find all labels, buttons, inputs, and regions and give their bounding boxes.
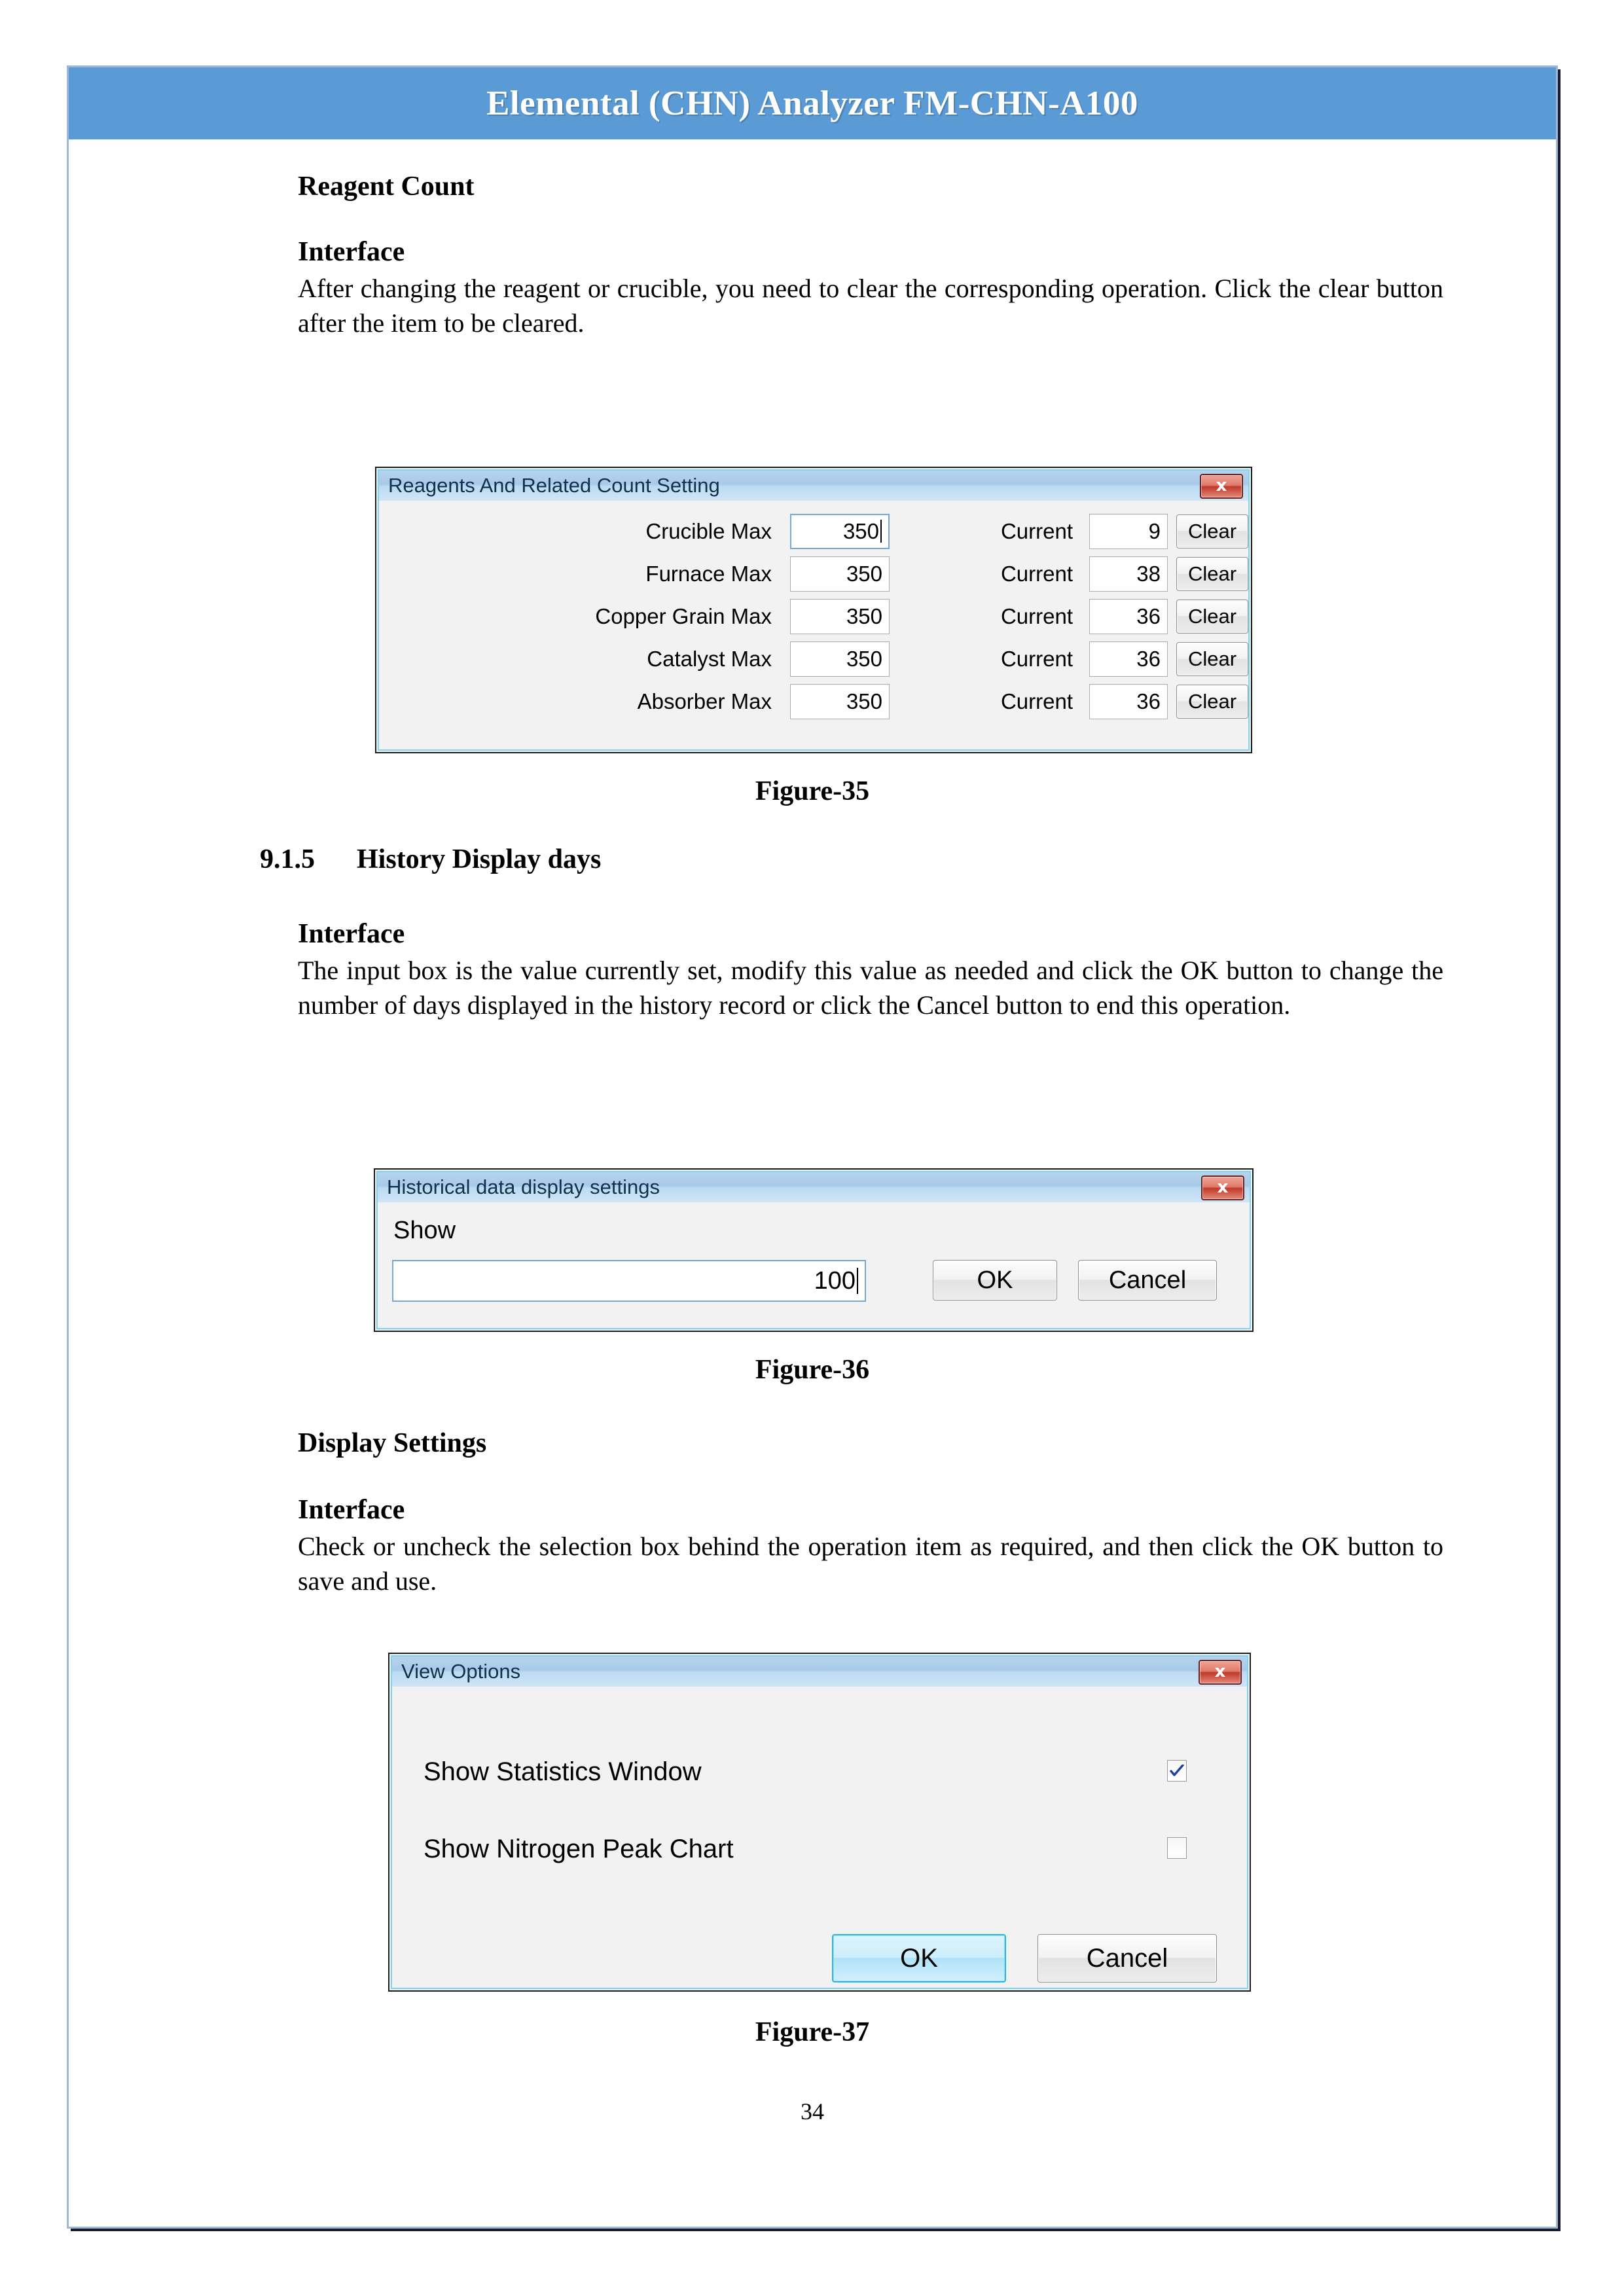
clear-button[interactable] <box>1176 685 1248 719</box>
days-input[interactable] <box>392 1260 866 1302</box>
dialog-body <box>379 501 1248 749</box>
current-value-field[interactable] <box>1089 514 1168 549</box>
cancel-button-label: Cancel <box>1086 1943 1168 1973</box>
clear-button-label: Clear <box>1187 562 1237 585</box>
current-value: 36 <box>1136 603 1161 628</box>
current-value: 38 <box>1136 561 1161 586</box>
text-caret <box>880 520 882 543</box>
current-value-field[interactable] <box>1089 641 1168 677</box>
reagent-row <box>379 510 1248 552</box>
cancel-button-label: Cancel <box>1108 1266 1187 1294</box>
check-mark-icon <box>1170 1765 1184 1778</box>
dialog-historical-data-display-settings[interactable] <box>374 1168 1254 1332</box>
current-label: Current <box>1000 518 1073 543</box>
clear-button[interactable] <box>1176 557 1248 591</box>
close-x-icon[interactable] <box>1201 1175 1244 1200</box>
current-value: 36 <box>1136 689 1161 713</box>
heading-reagent-count: Reagent Count <box>298 171 475 202</box>
reagent-max-label: Catalyst Max <box>647 646 772 671</box>
dialog-reagents-count-setting[interactable] <box>375 467 1252 753</box>
reagent-max-label: Absorber Max <box>637 689 772 713</box>
current-label: Current <box>1000 561 1073 586</box>
reagent-max-value: 350 <box>846 646 882 671</box>
clear-button[interactable] <box>1176 642 1248 676</box>
paragraph-display-settings: Check or uncheck the selection box behind the operation item as required, and then click the OK button to save and use. <box>298 1532 1443 1596</box>
heading-interface-1: Interface <box>298 237 405 267</box>
ok-button-label: OK <box>977 1266 1013 1294</box>
page-title: Elemental (CHN) Analyzer FM-CHN-A100 <box>486 84 1138 122</box>
page-number: 34 <box>801 2098 824 2125</box>
interface-block-reagent-count <box>298 236 1443 341</box>
reagent-max-label: Crucible Max <box>645 518 772 543</box>
dialog-titlebar[interactable] <box>392 1657 1247 1687</box>
view-option-label: Show Nitrogen Peak Chart <box>424 1835 734 1863</box>
reagent-max-value: 350 <box>846 689 882 713</box>
reagent-max-value: 350 <box>846 603 882 628</box>
current-value-field[interactable] <box>1089 599 1168 634</box>
clear-button-label: Clear <box>1187 604 1237 628</box>
current-label: Current <box>1000 689 1073 713</box>
dialog-title: View Options <box>401 1660 521 1683</box>
clear-button[interactable] <box>1176 514 1248 548</box>
page-content <box>69 139 1556 2227</box>
section-heading-9-1-5 <box>260 844 1445 875</box>
reagent-max-value: 350 <box>846 561 882 586</box>
cancel-button[interactable] <box>1078 1260 1217 1300</box>
current-value-field[interactable] <box>1089 556 1168 592</box>
reagent-max-label: Furnace Max <box>645 561 772 586</box>
reagent-max-input[interactable] <box>790 684 890 719</box>
reagent-row <box>379 595 1248 637</box>
current-label: Current <box>1000 646 1073 671</box>
paragraph-history-display: The input box is the value currently set, modify this value as needed and click the OK button to change the number of days displayed in the history record or click the Cancel button to end this operation. <box>298 956 1443 1020</box>
dialog-inner-frame <box>391 1655 1248 1989</box>
document-page <box>67 65 1558 2229</box>
figure-caption-37: Figure-37 <box>755 2017 870 2047</box>
reagent-row <box>379 552 1248 595</box>
show-label: Show <box>393 1217 456 1244</box>
dialog-titlebar[interactable] <box>378 1172 1250 1203</box>
section-title: History Display days <box>357 844 602 874</box>
paragraph-reagent-count: After changing the reagent or crucible, you need to clear the corresponding operation. Click the clear button after the item to be cleared. <box>298 274 1443 338</box>
checkbox-unchecked[interactable] <box>1167 1837 1187 1859</box>
clear-button-label: Clear <box>1187 519 1237 543</box>
reagent-row <box>379 680 1248 723</box>
clear-button-label: Clear <box>1187 647 1237 670</box>
reagent-max-input[interactable] <box>790 641 890 677</box>
dialog-body <box>378 1202 1250 1328</box>
ok-button[interactable] <box>933 1260 1057 1300</box>
dialog-body <box>392 1687 1247 1988</box>
ok-button[interactable] <box>832 1934 1006 1982</box>
section-display-settings <box>298 1427 1443 1459</box>
reagent-max-input[interactable] <box>790 514 890 549</box>
view-option-label: Show Statistics Window <box>424 1757 702 1786</box>
close-x-icon[interactable] <box>1200 474 1243 499</box>
view-option-row <box>392 1757 1247 1790</box>
figure-caption-35: Figure-35 <box>755 776 870 806</box>
current-value: 9 <box>1148 518 1161 543</box>
dialog-view-options[interactable] <box>388 1653 1251 1992</box>
close-x-icon[interactable] <box>1199 1660 1242 1685</box>
dialog-inner-frame <box>376 1171 1251 1329</box>
interface-block-history <box>298 918 1443 1023</box>
clear-button-label: Clear <box>1187 689 1237 713</box>
checkbox-checked[interactable] <box>1167 1760 1187 1782</box>
dialog-title: Reagents And Related Count Setting <box>388 474 720 497</box>
reagent-max-input[interactable] <box>790 556 890 592</box>
clear-button[interactable] <box>1176 600 1248 634</box>
dialog-titlebar[interactable] <box>379 471 1248 501</box>
figure-caption-36: Figure-36 <box>755 1355 870 1385</box>
cancel-button[interactable] <box>1038 1934 1217 1982</box>
ok-button-label: OK <box>900 1943 938 1973</box>
dialog-title: Historical data display settings <box>387 1175 660 1198</box>
heading-interface-2: Interface <box>298 919 405 949</box>
dialog-inner-frame <box>378 469 1250 751</box>
interface-block-display-settings <box>298 1494 1443 1599</box>
page-header-banner <box>69 67 1556 139</box>
current-value-field[interactable] <box>1089 684 1168 719</box>
reagent-rows-container <box>379 510 1248 723</box>
section-number: 9.1.5 <box>260 844 315 874</box>
current-label: Current <box>1000 603 1073 628</box>
reagent-max-label: Copper Grain Max <box>595 603 772 628</box>
reagent-row <box>379 637 1248 680</box>
reagent-max-input[interactable] <box>790 599 890 634</box>
text-caret <box>857 1268 858 1294</box>
days-input-value: 100 <box>814 1266 856 1295</box>
current-value: 36 <box>1136 646 1161 671</box>
view-option-row <box>392 1835 1247 1867</box>
heading-display-settings: Display Settings <box>298 1428 487 1458</box>
reagent-max-value: 350 <box>842 518 879 543</box>
heading-interface-3: Interface <box>298 1495 405 1525</box>
section-reagent-count <box>298 171 1443 202</box>
